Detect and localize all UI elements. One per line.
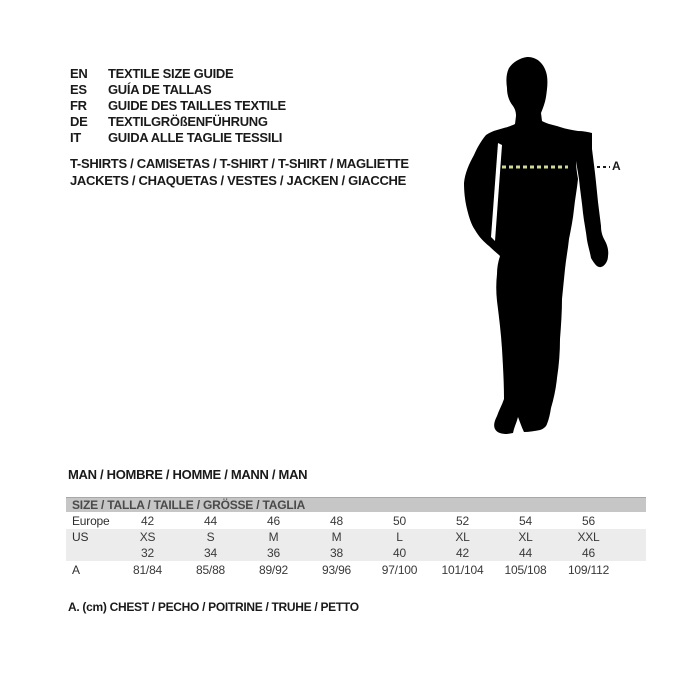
man-silhouette-svg — [450, 49, 650, 451]
measure-label-a: A — [612, 159, 621, 173]
lang-row-de — [70, 114, 286, 130]
lang-label: TEXTILGRÖßENFÜHRUNG — [108, 114, 268, 129]
cell: 32 — [141, 546, 154, 560]
category-jackets: JACKETS / CHAQUETAS / VESTES / JACKEN / GIACCHE — [70, 173, 406, 188]
cell: 44 — [519, 546, 532, 560]
cell: 93/96 — [321, 562, 352, 577]
cell: 89/92 — [258, 562, 289, 577]
lang-label: GUÍA DE TALLAS — [108, 82, 212, 97]
cell: 105/108 — [504, 562, 547, 577]
row-label: A — [72, 562, 80, 577]
cell: M — [268, 530, 279, 544]
cell: 38 — [330, 546, 343, 560]
garment-categories — [70, 155, 409, 189]
cell: XS — [139, 530, 156, 544]
cell: 101/104 — [441, 562, 484, 577]
lang-label: GUIDE DES TAILLES TEXTILE — [108, 98, 286, 113]
cell: 54 — [519, 513, 532, 528]
cell: 44 — [204, 513, 217, 528]
lang-code: FR — [70, 98, 87, 113]
category-tshirts: T-SHIRTS / CAMISETAS / T-SHIRT / T-SHIRT / MAGLIETTE — [70, 156, 409, 171]
cell: 81/84 — [132, 562, 163, 577]
spacer-cell — [620, 545, 646, 561]
table-row-europe — [66, 512, 646, 529]
cell: M — [331, 530, 342, 544]
cell: 109/112 — [567, 562, 610, 577]
cell: XXL — [577, 530, 600, 544]
cell: 46 — [582, 546, 595, 560]
cell: 46 — [267, 513, 280, 528]
cell: XL — [455, 530, 470, 544]
section-title-man: MAN / HOMBRE / HOMME / MANN / MAN — [68, 467, 308, 482]
lang-code: EN — [70, 66, 88, 81]
language-guide-list — [70, 66, 286, 146]
cell: 85/88 — [195, 562, 226, 577]
size-table — [66, 512, 646, 578]
lang-row-it — [70, 130, 286, 146]
lang-code: ES — [70, 82, 87, 97]
lang-label: GUIDA ALLE TAGLIE TESSILI — [108, 130, 283, 145]
lang-row-es — [70, 82, 286, 98]
table-row-us — [66, 529, 646, 545]
cell: 40 — [393, 546, 406, 560]
cell: 42 — [141, 513, 154, 528]
cell: 97/100 — [381, 562, 418, 577]
spacer-cell — [620, 561, 646, 578]
cell: 34 — [204, 546, 217, 560]
spacer-cell — [620, 529, 646, 545]
row-label: Europe — [72, 513, 110, 528]
cell: 56 — [582, 513, 595, 528]
measurement-footnote: A. (cm) CHEST / PECHO / POITRINE / TRUHE / PETTO — [68, 600, 359, 614]
row-label — [66, 545, 116, 561]
lang-label: TEXTILE SIZE GUIDE — [108, 66, 234, 81]
measurement-figure — [450, 49, 650, 451]
cell: L — [396, 530, 403, 544]
table-row-chest-a — [66, 561, 646, 578]
cell: 42 — [456, 546, 469, 560]
size-table-wrap — [66, 497, 646, 578]
lang-code: IT — [70, 130, 81, 145]
cell: 48 — [330, 513, 343, 528]
lang-row-fr — [70, 98, 286, 114]
man-silhouette — [464, 57, 608, 434]
size-table-header: SIZE / TALLA / TAILLE / GRÖSSE / TAGLIA — [66, 497, 646, 512]
cell: S — [206, 530, 215, 544]
row-label: US — [72, 530, 89, 544]
table-row-numeric — [66, 545, 646, 561]
cell: 52 — [456, 513, 469, 528]
cell: 50 — [393, 513, 406, 528]
lang-code: DE — [70, 114, 88, 129]
cell: 36 — [267, 546, 280, 560]
lang-row-en — [70, 66, 286, 82]
spacer-cell — [620, 512, 646, 529]
cell: XL — [518, 530, 533, 544]
